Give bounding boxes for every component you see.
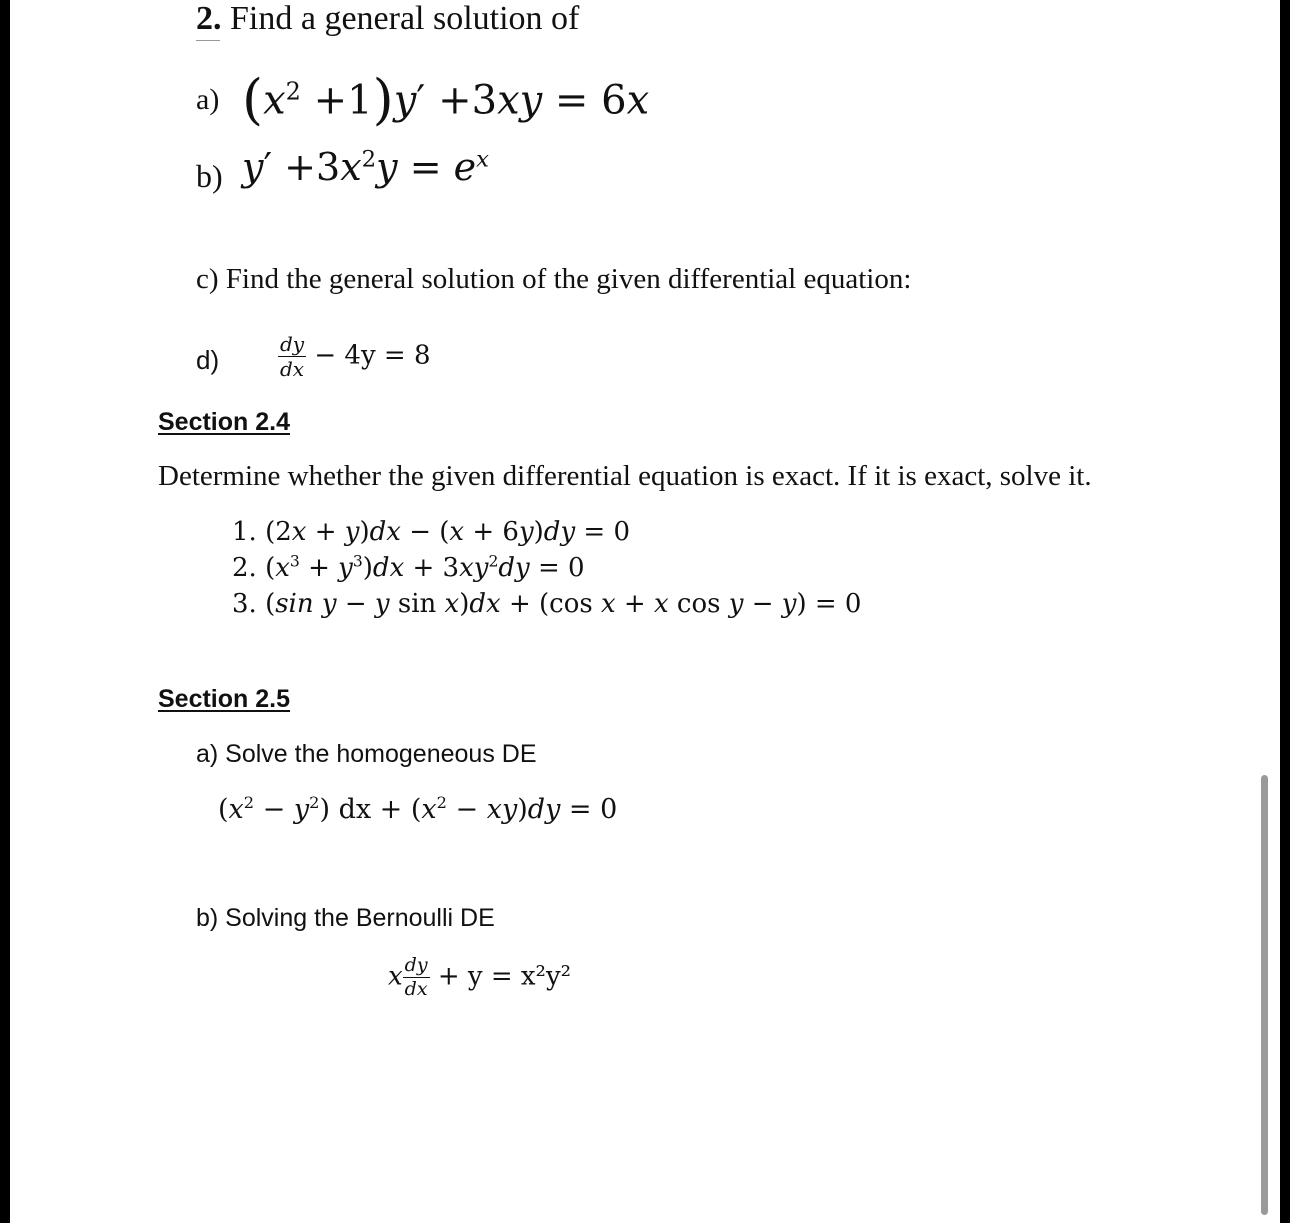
problem-d-label: d) — [196, 345, 220, 375]
exact-equation-2: 2. $(x^3 + y^3)dx + 3xy^2dy = 0$ — [232, 552, 585, 583]
section-2-5-b-text: b) Solving the Bernoulli DE — [196, 904, 495, 932]
exact-equation-3: 3. (sin y − y sin x)dx + (cos x + x cos y − y) = 0 — [232, 589, 862, 619]
problem-b-label: b) — [196, 158, 223, 194]
section-2-5-heading: Section 2.5 — [158, 685, 290, 713]
equation-d: $\frac{dy}{dx}$ − 4y = 8 — [280, 332, 431, 381]
vertical-scrollbar[interactable] — [1261, 775, 1268, 1215]
problem-title: Find a general solution of — [230, 0, 580, 37]
equation-b: $y' +3x^2y = e^x$ — [242, 145, 489, 189]
problem-c-text: c) Find the general solution of the given differential equation: — [196, 263, 912, 295]
problem-number: 2. — [196, 0, 222, 37]
section-2-4-instruction: Determine whether the given differential equation is exact. If it is exact, solve it. — [158, 460, 1092, 492]
homogeneous-equation: $(x^2 - y^2)$ dx + $(x^2 - xy)dy = 0$ — [218, 793, 618, 825]
problem-2-title — [196, 0, 579, 38]
document-page — [10, 0, 1280, 1223]
equation-a: $(x^2 +1)y' +3xy = 6x$ — [242, 68, 650, 131]
section-2-4-heading: Section 2.4 — [158, 408, 290, 436]
exact-equations-list — [232, 514, 861, 622]
section-2-5-a-text: a) Solve the homogeneous DE — [196, 740, 537, 768]
bernoulli-equation: x $\frac{dy}{dx}$ + y = x²y² — [388, 954, 572, 1000]
title-underline — [196, 40, 220, 41]
problem-a-label: a) — [196, 83, 220, 116]
exact-equation-1: 1. (2x + y)dx − (x + 6y)dy = 0 — [232, 517, 630, 547]
